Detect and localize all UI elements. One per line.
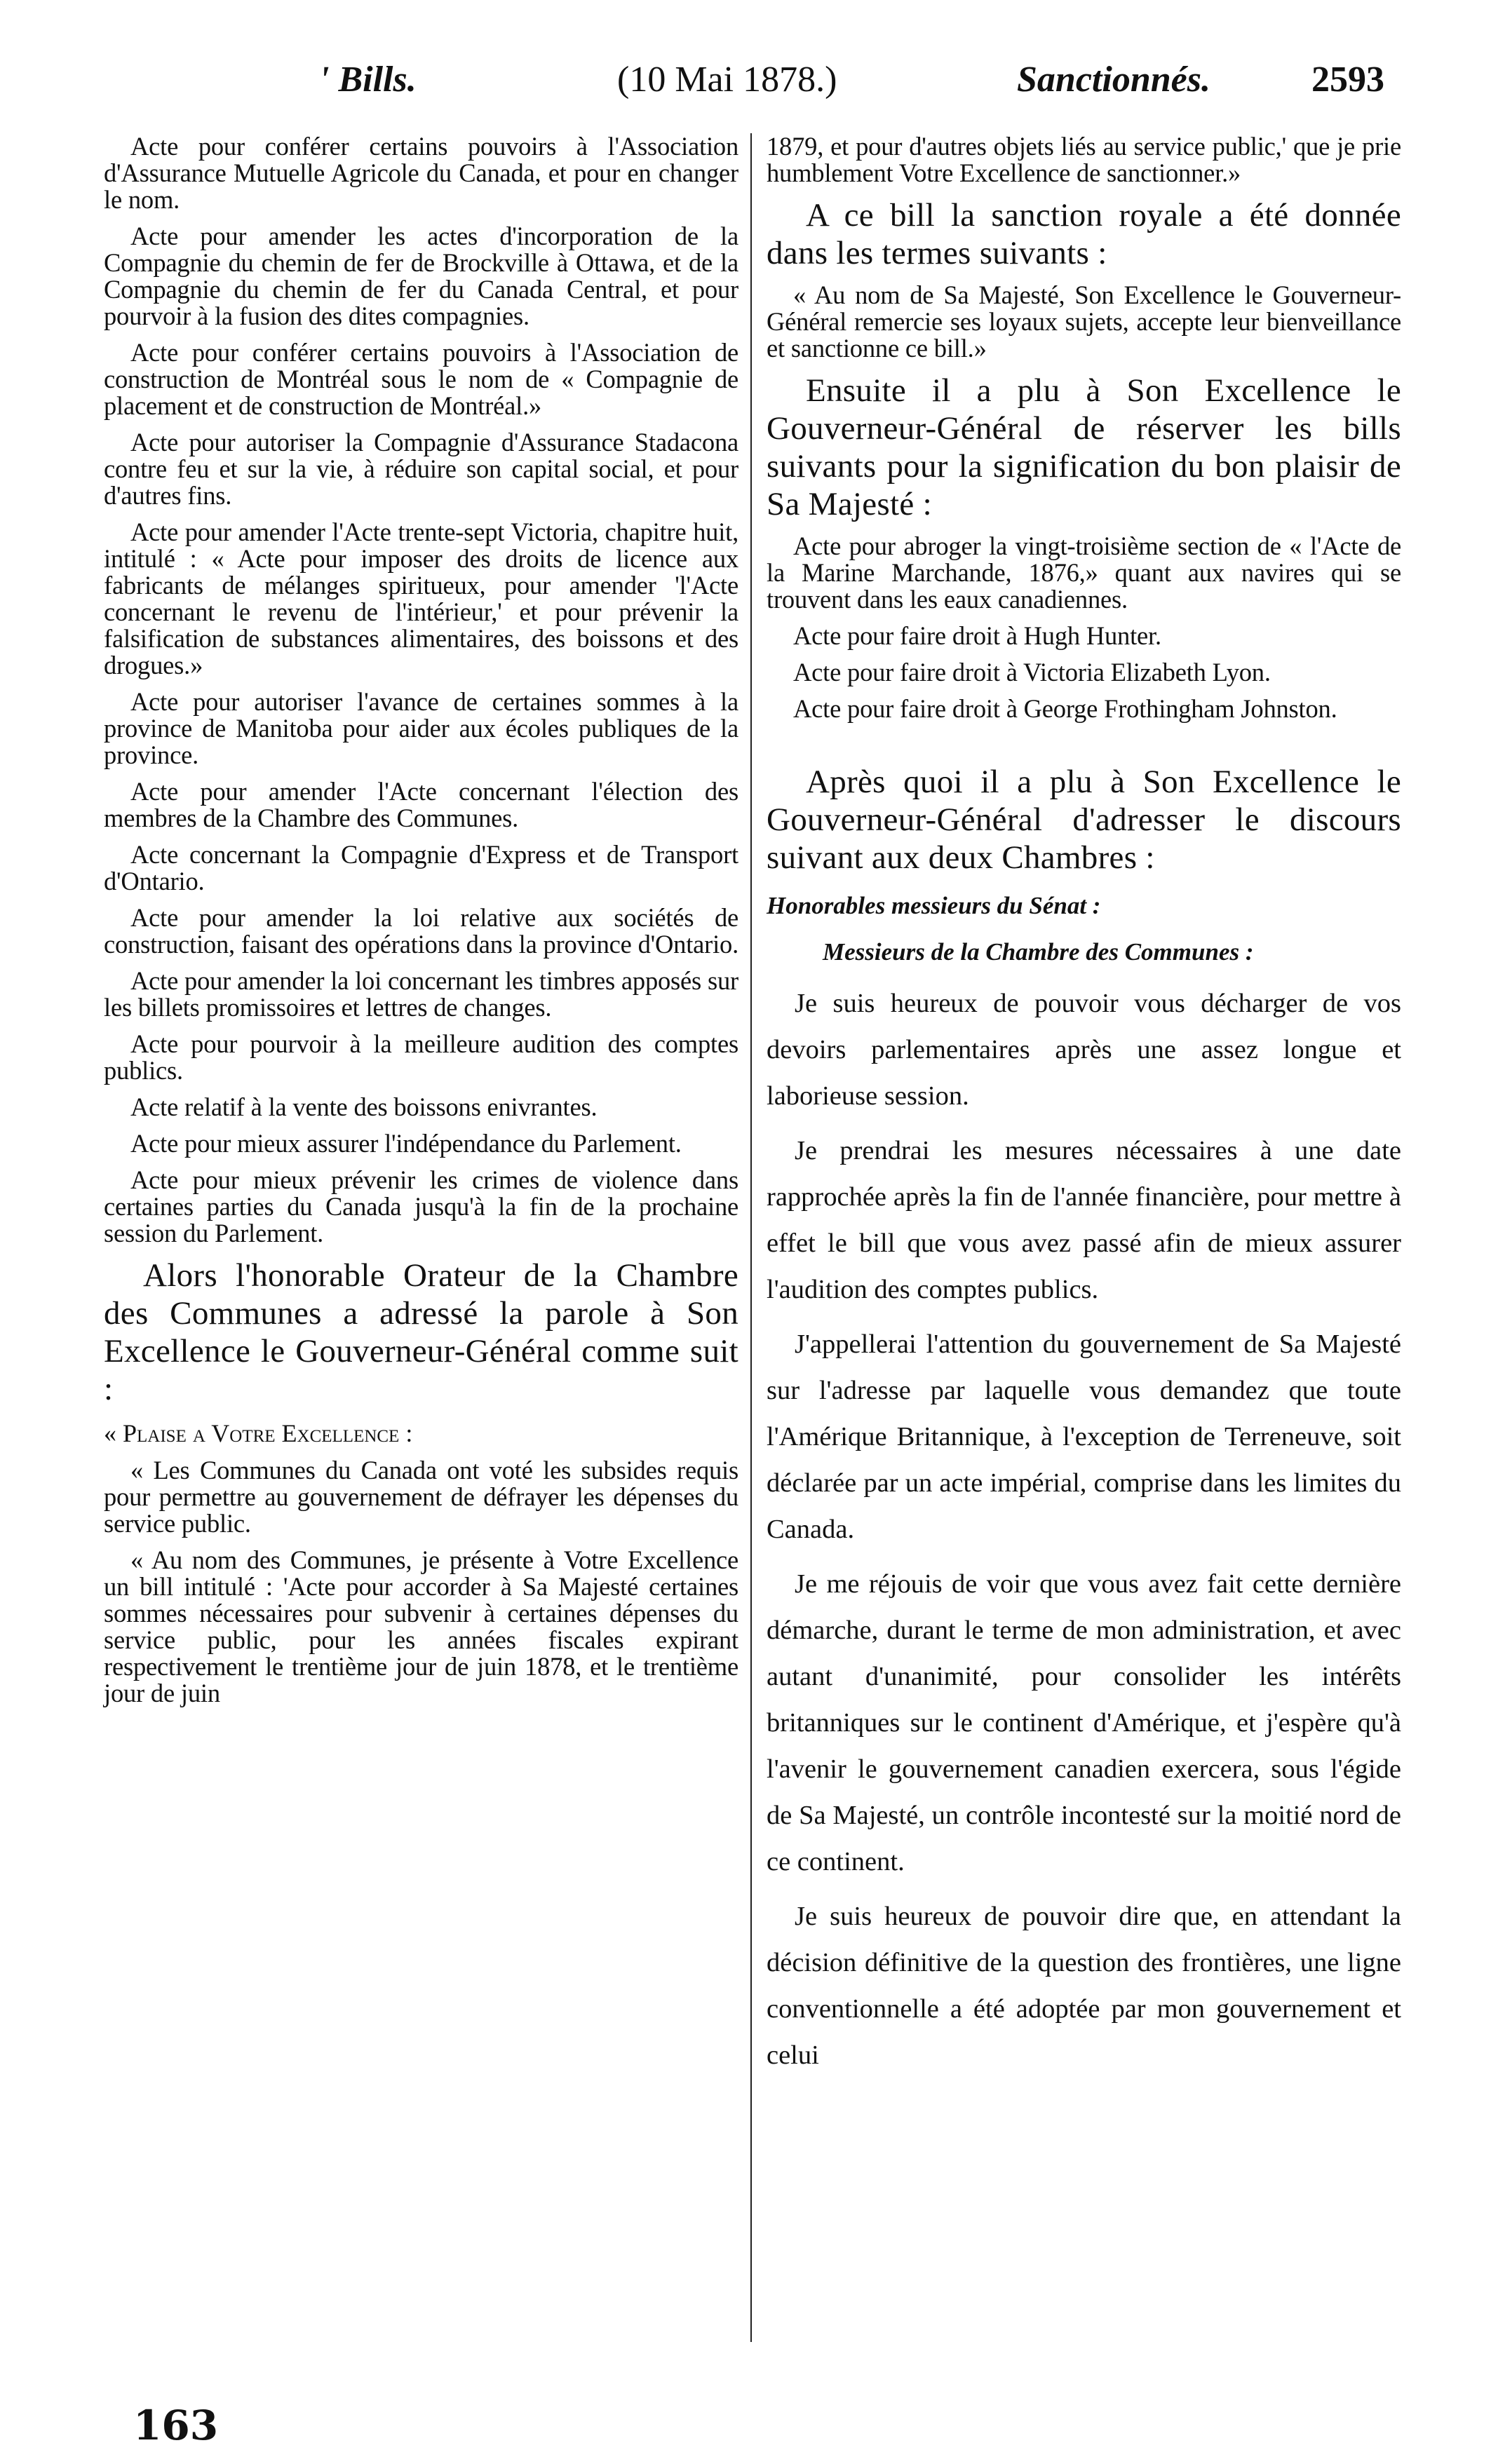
right-column: [767, 133, 1401, 2087]
speech-paragraph: J'appellerai l'attention du gouvernement de Sa Majesté sur l'adresse par laquelle vous demandez que toute l'Amérique Britannique, à l'exception de Terreneuve, soit déclarée par un acte impérial, comprise dans les limites du Canada.: [767, 1329, 1401, 1544]
speech-salutation-commons: Messieurs de la Chambre des Communes :: [823, 938, 1254, 966]
narrative-paragraph: A ce bill la sanction royale a été donnée dans les termes suivants :: [767, 197, 1401, 271]
narrative-paragraph: Après quoi il a plu à Son Excellence le Gouverneur-Général d'adresser le discours suivant aux deux Chambres :: [767, 764, 1401, 876]
paragraph: Acte pour abroger la vingt-troisième section de « l'Acte de la Marine Marchande, 1876,» quant aux navires qui se trouvent dans les eaux canadiennes.: [767, 532, 1401, 614]
header-section-bills: ' Bills.: [319, 60, 417, 100]
speech-paragraph: Je suis heureux de pouvoir vous décharger de vos devoirs parlementaires après une assez longue et laborieuse session.: [767, 989, 1401, 1111]
paragraph: « Au nom de Sa Majesté, Son Excellence le Gouverneur-Général remercie ses loyaux sujets, accepte leur bienveillance et sanctionne ce bill.»: [767, 280, 1401, 363]
paragraph: Acte pour amender l'Acte trente-sept Victoria, chapitre huit, intitulé : « Acte pour imposer des droits de licence aux fabricants de mélanges spiritueux, pour amender 'l'Acte concernant le revenu de l'intérieur,' et pour prévenir la falsification de substances alimentaires, des boissons et des drogues.»: [104, 517, 738, 679]
narrative-paragraph: Alors l'honorable Orateur de la Chambre des Communes a adressé la parole à Son Excellence le Gouverneur-Général comme suit :: [104, 1257, 738, 1407]
paragraph: Acte pour mieux assurer l'indépendance du Parlement.: [130, 1129, 682, 1158]
left-column: [104, 133, 738, 1717]
speech-paragraph: Je prendrai les mesures nécessaires à une date rapprochée après la fin de l'année financière, pour mettre à effet le bill que vous avez passé afin de mieux assurer l'audition des comptes publics.: [767, 1136, 1401, 1304]
narrative-paragraph: Ensuite il a plu à Son Excellence le Gouverneur-Général de réserver les bills suivants pour la signification du bon plaisir de Sa Majesté :: [767, 372, 1401, 522]
paragraph: Acte concernant la Compagnie d'Express et de Transport d'Ontario.: [104, 840, 738, 895]
paragraph: Acte pour conférer certains pouvoirs à l'Association de construction de Montréal sous le nom de « Compagnie de placement et de construction de Montréal.»: [104, 338, 738, 420]
paragraph: Acte pour mieux prévenir les crimes de violence dans certaines parties du Canada jusqu'à la fin de la prochaine session du Parlement.: [104, 1165, 738, 1247]
signature-number: 163: [133, 2402, 219, 2449]
paragraph: Acte pour faire droit à Victoria Elizabeth Lyon.: [793, 658, 1271, 686]
paragraph: « Au nom des Communes, je présente à Votre Excellence un bill intitulé : 'Acte pour accorder à Sa Majesté certaines sommes nécessaires pour subvenir à certaines dépenses du service public, pour les années fiscales expirant respectivement le trentième jour de juin 1878, et le trentième jour de juin: [104, 1545, 738, 1707]
header-date: (10 Mai 1878.): [617, 60, 837, 100]
page-number: 2593: [1311, 60, 1384, 100]
paragraph: Acte pour conférer certains pouvoirs à l'Association d'Assurance Mutuelle Agricole du Canada, et pour en changer le nom.: [104, 132, 738, 214]
paragraph: Acte pour faire droit à Hugh Hunter.: [793, 621, 1161, 650]
speech-salutation-senate: Honorables messieurs du Sénat :: [767, 892, 1101, 919]
running-header: [0, 10, 1491, 100]
address-salutation: « Plaise a Votre Excellence :: [104, 1419, 413, 1447]
paragraph: Acte pour autoriser l'avance de certaines sommes à la province de Manitoba pour aider aux écoles publiques de la province.: [104, 687, 738, 769]
paragraph: Acte pour amender la loi relative aux sociétés de construction, faisant des opérations dans la province d'Ontario.: [104, 903, 739, 959]
spacer: [767, 732, 1401, 763]
paragraph: Acte pour amender la loi concernant les timbres apposés sur les billets promissoires et lettres de changes.: [104, 966, 738, 1022]
column-divider: [750, 133, 752, 2342]
paragraph: « Les Communes du Canada ont voté les subsides requis pour permettre au gouvernement de défrayer les dépenses du service public.: [104, 1456, 738, 1538]
speech-paragraph: Je me réjouis de voir que vous avez fait cette dernière démarche, durant le terme de mon administration, et avec autant d'unanimité, pour consolider les intérêts britanniques sur le continent d'Amérique, et j'espère qu'à l'avenir le gouvernement canadien exercera, sous l'égide de Sa Majesté, un contrôle incontesté sur la moitié nord de ce continent.: [767, 1569, 1401, 1876]
header-section-sanctionnes: Sanctionnés.: [1017, 60, 1210, 100]
paragraph: Acte pour faire droit à George Frothingham Johnston.: [793, 694, 1337, 723]
paragraph: Acte pour pourvoir à la meilleure audition des comptes publics.: [104, 1029, 738, 1085]
paragraph: Acte relatif à la vente des boissons enivrantes.: [130, 1092, 598, 1121]
paragraph: Acte pour amender l'Acte concernant l'élection des membres de la Chambre des Communes.: [104, 777, 738, 832]
paragraph: Acte pour autoriser la Compagnie d'Assurance Stadacona contre feu et sur la vie, à réduire son capital social, et pour d'autres fins.: [104, 428, 738, 510]
paragraph-continued: 1879, et pour d'autres objets liés au service public,' que je prie humblement Votre Excellence de sanctionner.»: [767, 132, 1401, 187]
paragraph: Acte pour amender les actes d'incorporation de la Compagnie du chemin de fer de Brockville à Ottawa, et de la Compagnie du chemin de fer du Canada Central, et pour pourvoir à la fusion des dites compagnies.: [104, 222, 738, 330]
speech-paragraph: Je suis heureux de pouvoir dire que, en attendant la décision définitive de la question des frontières, une ligne conventionnelle a été adoptée par mon gouvernement et celui: [767, 1902, 1401, 2070]
